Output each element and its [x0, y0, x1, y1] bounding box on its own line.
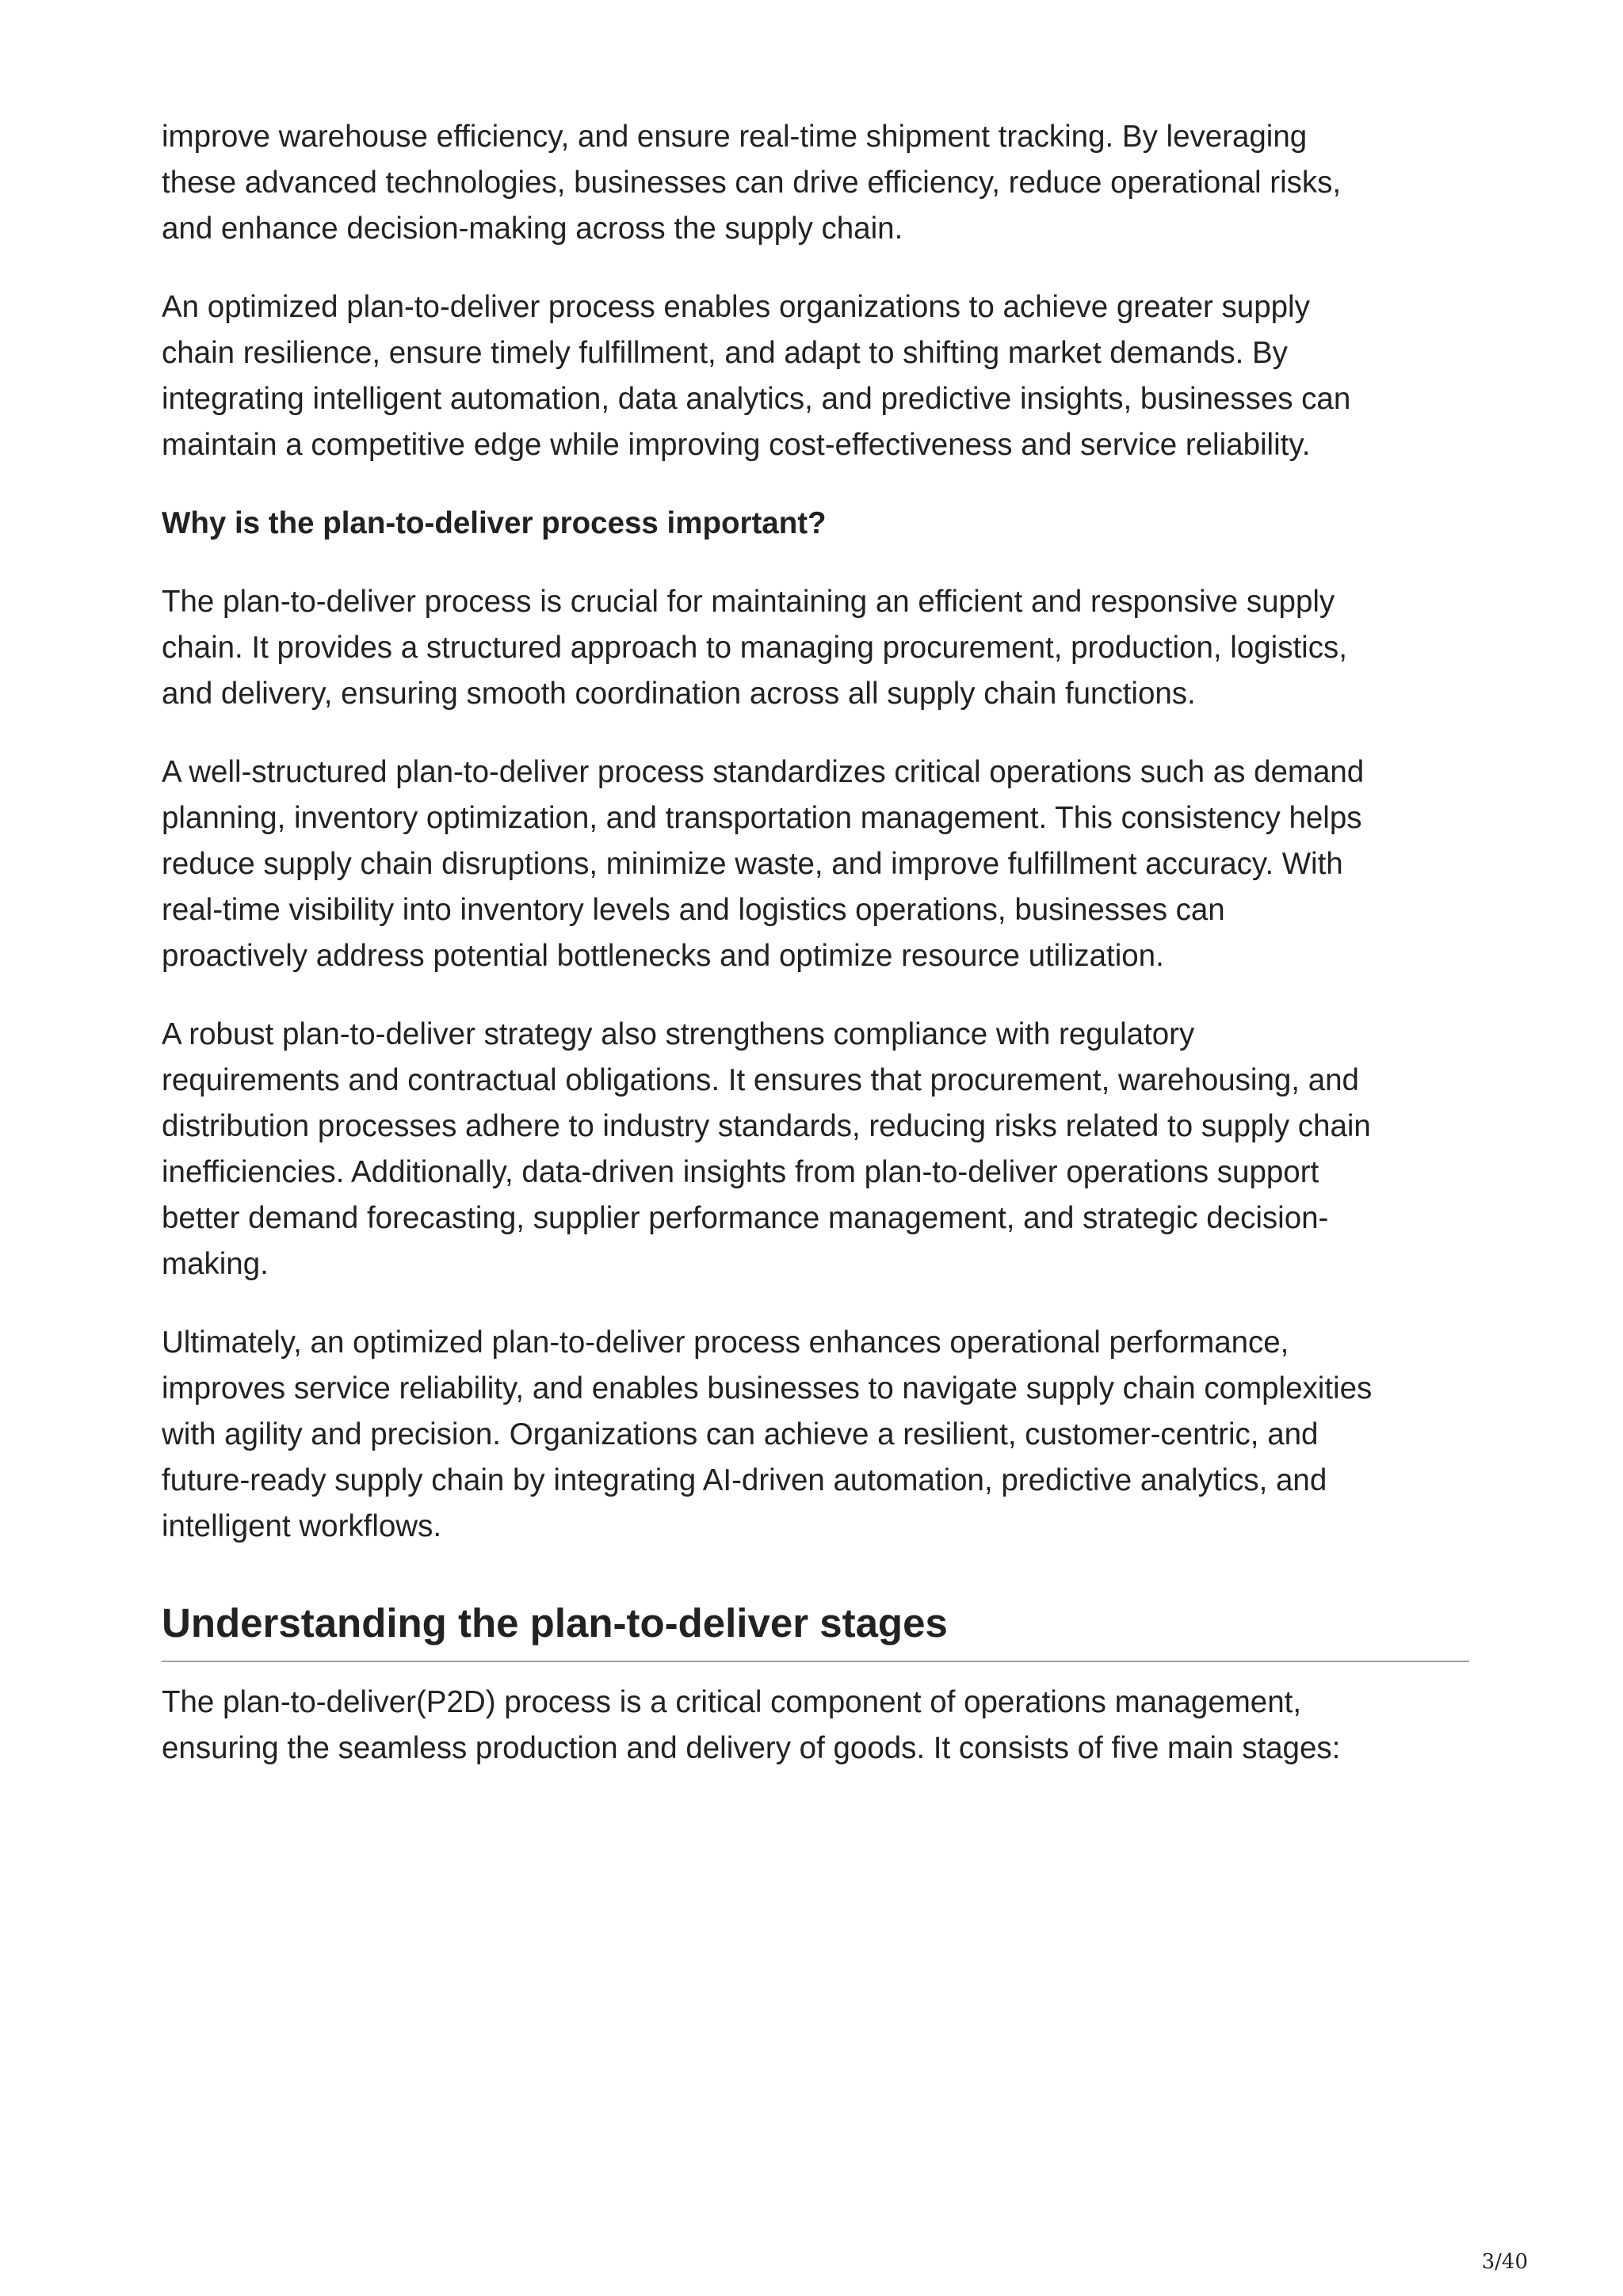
text-line: and delivery, ensuring smooth coordination across all supply chain functions.: [162, 677, 1196, 711]
text-line: distribution processes adhere to industry standards, reducing risks related to supply chain: [162, 1109, 1371, 1143]
paragraph-robust-strategy: [162, 1012, 1469, 1287]
text-line: maintain a competitive edge while improving cost-effectiveness and service reliability.: [162, 428, 1311, 462]
page-number: 3/40: [1481, 2250, 1528, 2274]
text-line: An optimized plan-to-deliver process enables organizations to achieve greater supply: [162, 290, 1310, 324]
text-line: planning, inventory optimization, and transportation management. This consistency helps: [162, 801, 1362, 835]
text-line: intelligent workflows.: [162, 1509, 442, 1543]
text-line: better demand forecasting, supplier performance management, and strategic decision-: [162, 1201, 1329, 1235]
text-line: inefficiencies. Additionally, data-driven insights from plan-to-deliver operations support: [162, 1155, 1319, 1189]
text-line: improve warehouse efficiency, and ensure real-time shipment tracking. By leveraging: [162, 120, 1308, 154]
section-heading-stages: Understanding the plan-to-deliver stages: [162, 1597, 1469, 1662]
text-line: chain resilience, ensure timely fulfillment, and adapt to shifting market demands. By: [162, 336, 1288, 370]
text-line: The plan-to-deliver(P2D) process is a critical component of operations management,: [162, 1685, 1302, 1719]
text-line: proactively address potential bottlenecks and optimize resource utilization.: [162, 939, 1164, 973]
text-line: Ultimately, an optimized plan-to-deliver process enhances operational performance,: [162, 1325, 1289, 1360]
paragraph-p2d-intro: [162, 1680, 1469, 1772]
paragraph-optimized-process: [162, 284, 1469, 468]
article-body: [162, 114, 1469, 1804]
text-line: chain. It provides a structured approach to managing procurement, production, logistics,: [162, 631, 1347, 665]
paragraph-ultimately: [162, 1320, 1469, 1550]
text-line: reduce supply chain disruptions, minimize waste, and improve fulfillment accuracy. With: [162, 847, 1343, 881]
text-line: A robust plan-to-deliver strategy also strengthens compliance with regulatory: [162, 1017, 1195, 1051]
paragraph-well-structured: [162, 749, 1469, 979]
text-line: real-time visibility into inventory levels and logistics operations, businesses can: [162, 893, 1225, 927]
paragraph-technologies: [162, 114, 1469, 252]
text-line: these advanced technologies, businesses can drive efficiency, reduce operational risks,: [162, 166, 1342, 200]
text-line: ensuring the seamless production and delivery of goods. It consists of five main stages:: [162, 1731, 1341, 1765]
text-line: improves service reliability, and enables businesses to navigate supply chain complexities: [162, 1371, 1373, 1405]
text-line: and enhance decision-making across the supply chain.: [162, 212, 903, 246]
paragraph-crucial: [162, 579, 1469, 717]
text-line: integrating intelligent automation, data analytics, and predictive insights, businesses can: [162, 382, 1351, 416]
text-line: future-ready supply chain by integrating AI-driven automation, predictive analytics, and: [162, 1463, 1327, 1497]
text-line: with agility and precision. Organizations can achieve a resilient, customer-centric, and: [162, 1417, 1319, 1451]
text-line: making.: [162, 1247, 269, 1281]
text-line: A well-structured plan-to-deliver process standardizes critical operations such as demand: [162, 755, 1365, 789]
text-line: requirements and contractual obligations. It ensures that procurement, warehousing, and: [162, 1063, 1359, 1097]
text-line: The plan-to-deliver process is crucial for maintaining an efficient and responsive supply: [162, 585, 1335, 619]
subheading-importance: Why is the plan-to-deliver process important?: [162, 506, 827, 540]
